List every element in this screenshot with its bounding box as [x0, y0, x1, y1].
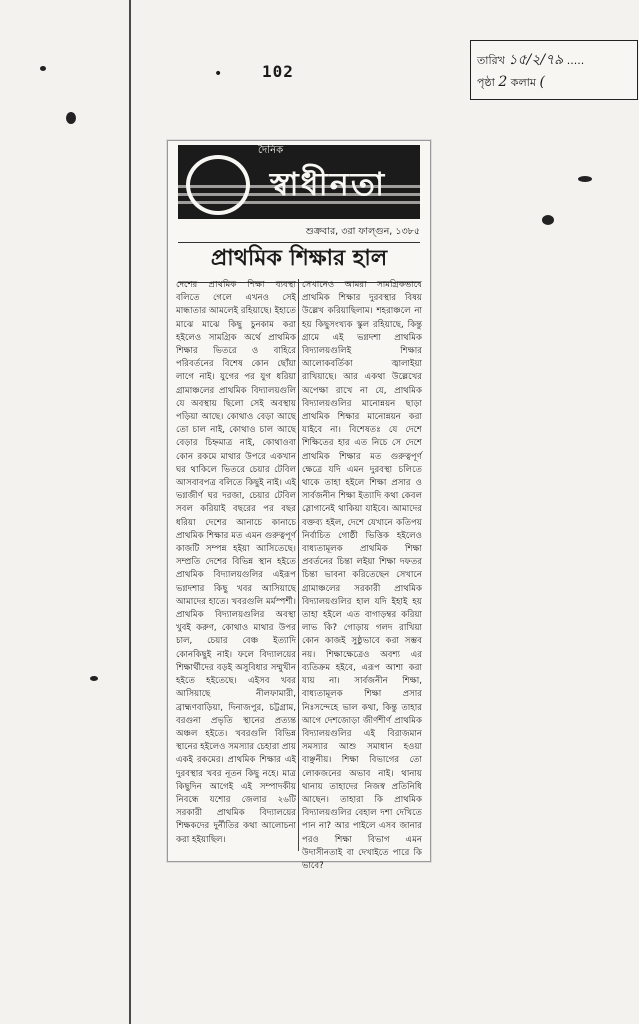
stamp-page-label: পৃষ্ঠা [477, 76, 495, 89]
article-column-left: দেশের প্রাথমিক শিক্ষা ব্যবস্থা বলিতে গেলে এখনও সেই মান্ধাতার আমলেই রহিয়াছে। ইহাতে মাঝে মাঝে কিছু চুনকাম করা হইলেও সামগ্রিক অর্থে প্রাথমিক শিক্ষার ভিতরে ও বাহিরে পরিবর্তনের বিশেষ কোন ছোঁয়া লাগে নাই। যুগের পর যুগ ধরিয়া গ্রামাঞ্চলের প্রাথমিক বিদ্যালয়গুলি যে অবস্থায় ছিলো সেই অবস্থায় পড়িয়া আছে। কোথাও বেড়া আছে তো চাল নাই, কোথাও চাল আছে বেড়ার চিহ্নমাত্র নাই, কোথাওবা কোন রকমে মাথার উপরে একখান ঘর থাকিলে ভিতরে চেয়ার টেবিল আসবাবপত্র বলিতে কিছুই নাই। এই ভগ্নজীর্ণ ঘর দরজা, চেয়ার টেবিল সবল করিয়াই বছরের পর বছর ধরিয়া দেশের আনাচে কানাচে প্রাথমিক শিক্ষার মত এমন গুরুত্বপূর্ণ কাজটি সম্পন্ন হইয়া আসিতেছে। সম্প্রতি দেশের বিভিন্ন স্থান হইতে প্রাথমিক বিদ্যালয়গুলির এইরূপ ভগ্নদশার কিছু খবর আসিয়াছে আমাদের হাতে। খবরগুলি মর্মস্পর্শী। প্রাথমিক বিদ্যালয়গুলির অবস্থা খুবই করুণ, কোথাও মাথার উপর চাল, চেয়ার বেঞ্চ ইত্যাদি কোনকিছুই নাই। ফলে বিদ্যালয়ের শিক্ষার্থীদের বড়ই অসুবিধার সম্মুখীন হইতে হইতেছে। এইসব খবর আসিয়াছে নীলফামারী, ব্রাহ্মণবাড়িয়া, দিনাজপুর, চট্টগ্রাম, বরগুনা প্রভৃতি স্থানের প্রত্যন্ত অঞ্চল হইতে। খবরগুলি বিভিন্ন স্থানের হইলেও সমস্যার চেহারা প্রায় একই রকমের। প্রাথমিক শিক্ষার এই দুরবস্থার খবর নূতন কিছু নহে। মাত্র কিছুদিন আগেই এই সম্পাদকীয় নিবন্ধে যশোর জেলার ২৬টি সরকারী প্রাথমিক বিদ্যালয়ের শিক্ষকদের দুর্নীতির কথা আলোচনা করা হইয়াছিল। [176, 280, 296, 845]
page-dots: • [214, 66, 223, 82]
page-number: 102 [262, 62, 294, 81]
newspaper-name: স্বাধীনতা [269, 165, 387, 203]
ink-speck [66, 112, 76, 124]
ink-speck [40, 66, 46, 71]
newspaper-clipping [167, 140, 431, 871]
stamp-page-row [477, 75, 545, 90]
ink-speck [542, 215, 554, 225]
stamp-date-label: তারিখ [477, 54, 505, 67]
stamp-date-value: ১৫/২/৭৯ [508, 52, 564, 68]
masthead-small-title: দৈনিক [258, 145, 284, 156]
margin-line [129, 0, 131, 1024]
stamp-page-value: 2 [498, 74, 508, 90]
article-column-right: সেখানেও আমরা সামগ্রিকভাবে প্রাথমিক শিক্ষার দুরবস্থার বিষয় উল্লেখ করিয়াছিলাম। শহরাঞ্চলে না হয় কিছুসংখ্যক স্কুল রহিয়াছে, কিন্তু গ্রামে এই ভগ্নদশা প্রাথমিক বিদ্যালয়গুলিই শিক্ষার আলোকবর্তিকা জ্বালাইয়া রাখিয়াছে। আর একথা উল্লেখের অপেক্ষা রাখে না যে, প্রাথমিক বিদ্যালয়গুলির মানোন্নয়ন ছাড়া প্রাথমিক শিক্ষার মানোন্নয়ন করা যাইবে না। বিশেষতঃ যে দেশে শিক্ষিতের হার এত নিচে সে দেশে প্রাথমিক শিক্ষার মত গুরুত্বপূর্ণ ক্ষেত্রে যদি এমন দুরবস্থা চলিতে থাকে তাহা হইলে শিক্ষা প্রসার ও সার্বজনীন শিক্ষা ইত্যাদি কথা কেবল স্লোগানেই থাকিয়া যাইবে। আমাদের বক্তব্য হইল, দেশে যেখানে কতিপয় নির্বাচিত গোষ্ঠী ভিত্তিক হইলেও বাধ্যতামূলক প্রাথমিক শিক্ষা প্রবর্তনের চিন্তা লইয়া শিক্ষা দফতর চিন্তা ভাবনা করিতেছেন সেখানে গ্রামাঞ্চলের সরকারী প্রাথমিক বিদ্যালয়গুলির হাল যদি ইহাই হয় তাহা হইলে এত বাগাড়ম্বর করিয়া লাভ কি? গোড়ায় গলদ রাখিয়া কোন কাজই সুষ্ঠুভাবে করা সম্ভব নয়। শিক্ষাক্ষেত্রেও অবশ্য এর ব্যতিক্রম হইবে, এরূপ আশা করা যায় না। সার্বজনীন শিক্ষা, বাধ্যতামূলক শিক্ষা প্রসার নিঃসন্দেহে ভাল কথা, কিন্তু তাহার আগে দেশজোড়া জীর্ণশীর্ণ প্রাথমিক বিদ্যালয়গুলির এই বিরাজমান সমস্যার আশু সমাধান হওয়া বাঞ্ছনীয়। শিক্ষা বিভাগের তো লোকজনের অভাব নাই। থানায় থানায় তাহাদের নিজস্ব প্রতিনিধি আছেন। তাহারা কি প্রাথমিক বিদ্যালয়গুলির বেহাল দশা দেখিতে পান না? আর পাইলে এসব জানার পরও শিক্ষা বিভাগ এমন উদাসীনতাই বা দেখাইতে পারে কি ভাবে? [302, 280, 422, 871]
stamp-dots: ..... [566, 54, 585, 67]
column-divider [298, 279, 299, 851]
newspaper-masthead [178, 145, 420, 219]
stamp-date-row [477, 53, 584, 68]
stamp-column-label: কলাম [510, 76, 536, 89]
archive-stamp [470, 40, 638, 100]
article-headline: প্রাথমিক শিক্ষার হাল [178, 241, 420, 283]
ink-speck [90, 676, 98, 681]
publication-date: শুক্রবার, ৩রা ফাল্গুন, ১৩৮৫ [178, 225, 420, 243]
stamp-column-value: ( [539, 74, 545, 90]
ink-speck [578, 176, 592, 182]
